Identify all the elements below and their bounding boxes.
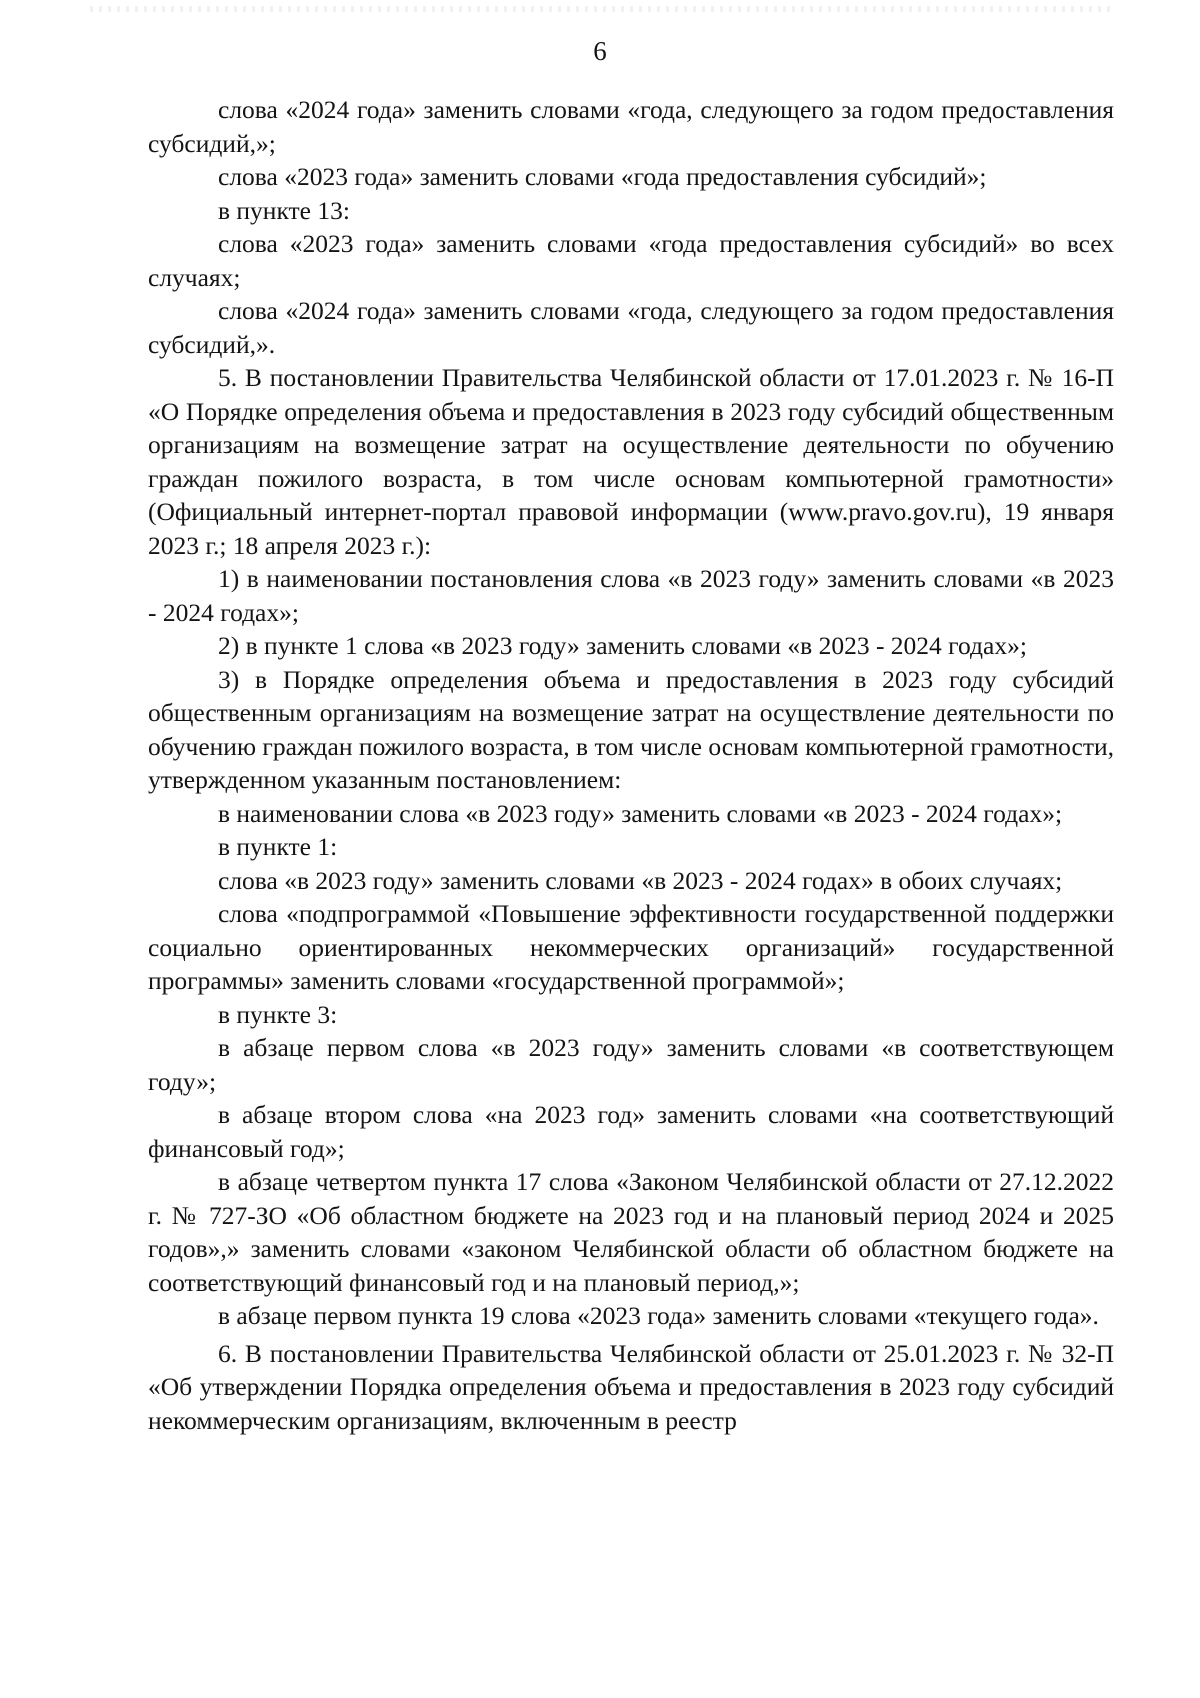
paragraph-1: слова «2024 года» заменить словами «года, следующего за годом предоставления субсидий,»; xyxy=(148,95,1114,158)
paragraph-9: 3) в Порядке определения объема и предоставления в 2023 году субсидий общественным организациям на возмещение затрат на осуществление деятельности по обучению граждан пожилого возраста, в том числе основам компьютерной грамотности, утвержденном указанным постановлением: xyxy=(148,664,1114,794)
paragraph-14: в пункте 3: xyxy=(218,999,338,1029)
paragraph-13: слова «подпрограммой «Повышение эффективности государственной поддержки социально ориентированных некоммерческих организаций» государственной программы» заменить словами «государственной программой»; xyxy=(148,899,1114,995)
scan-edge-artifact xyxy=(90,6,1110,12)
page-number: 6 xyxy=(593,36,607,66)
paragraph-2: слова «2023 года» заменить словами «года предоставления субсидий»; xyxy=(218,162,987,191)
paragraph-8: 2) в пункте 1 слова «в 2023 году» заменить словами «в 2023 - 2024 годах»; xyxy=(218,631,1027,660)
paragraph-5: слова «2024 года» заменить словами «года, следующего за годом предоставления субсидий,». xyxy=(148,296,1114,359)
paragraph-17: в абзаце четвертом пункта 17 слова «Законом Челябинской области от 27.12.2022 г. № 727-ЗО «Об областном бюджете на 2023 год и на плановый период 2024 и 2025 годов»,» заменить словами «законом Челябинской области об областном бюджете на соответствующий финансовый год и на плановый период,»; xyxy=(148,1167,1114,1297)
paragraph-16: в абзаце втором слова «на 2023 год» заменить словами «на соответствующий финансовый год»; xyxy=(148,1100,1114,1163)
paragraph-18: в абзаце первом пункта 19 слова «2023 года» заменить словами «текущего года». xyxy=(218,1301,1099,1330)
paragraph-12: слова «в 2023 году» заменить словами «в 2023 - 2024 годах» в обоих случаях; xyxy=(218,865,1063,895)
paragraph-11: в пункте 1: xyxy=(218,832,338,861)
paragraph-3: в пункте 13: xyxy=(218,195,350,225)
paragraph-6-section-5: 5. В постановлении Правительства Челябинской области от 17.01.2023 г. № 16-П «О Порядке определения объема и предоставления в 2023 году субсидий общественным организациям на возмещение затрат на осуществление деятельности по обучению граждан пожилого возраста, в том числе основам компьютерной грамотности» (Официальный интернет-портал правовой информации (www.pravo.gov.ru), 19 января 2023 г.; 18 апреля 2023 г.): xyxy=(148,363,1114,560)
paragraph-10: в наименовании слова «в 2023 году» заменить словами «в 2023 - 2024 годах»; xyxy=(218,798,1063,828)
paragraph-4: слова «2023 года» заменить словами «года предоставления субсидий» во всех случаях; xyxy=(148,229,1114,292)
document-body xyxy=(148,93,1114,1437)
paragraph-7: 1) в наименовании постановления слова «в 2023 году» заменить словами «в 2023 - 2024 годах»; xyxy=(148,564,1114,627)
paragraph-19-section-6: 6. В постановлении Правительства Челябинской области от 25.01.2023 г. № 32-П «Об утверждении Порядка определения объема и предоставления в 2023 году субсидий некоммерческим организациям, включенным в реестр xyxy=(148,1338,1114,1435)
paragraph-15: в абзаце первом слова «в 2023 году» заменить словами «в соответствующем году»; xyxy=(148,1033,1114,1096)
